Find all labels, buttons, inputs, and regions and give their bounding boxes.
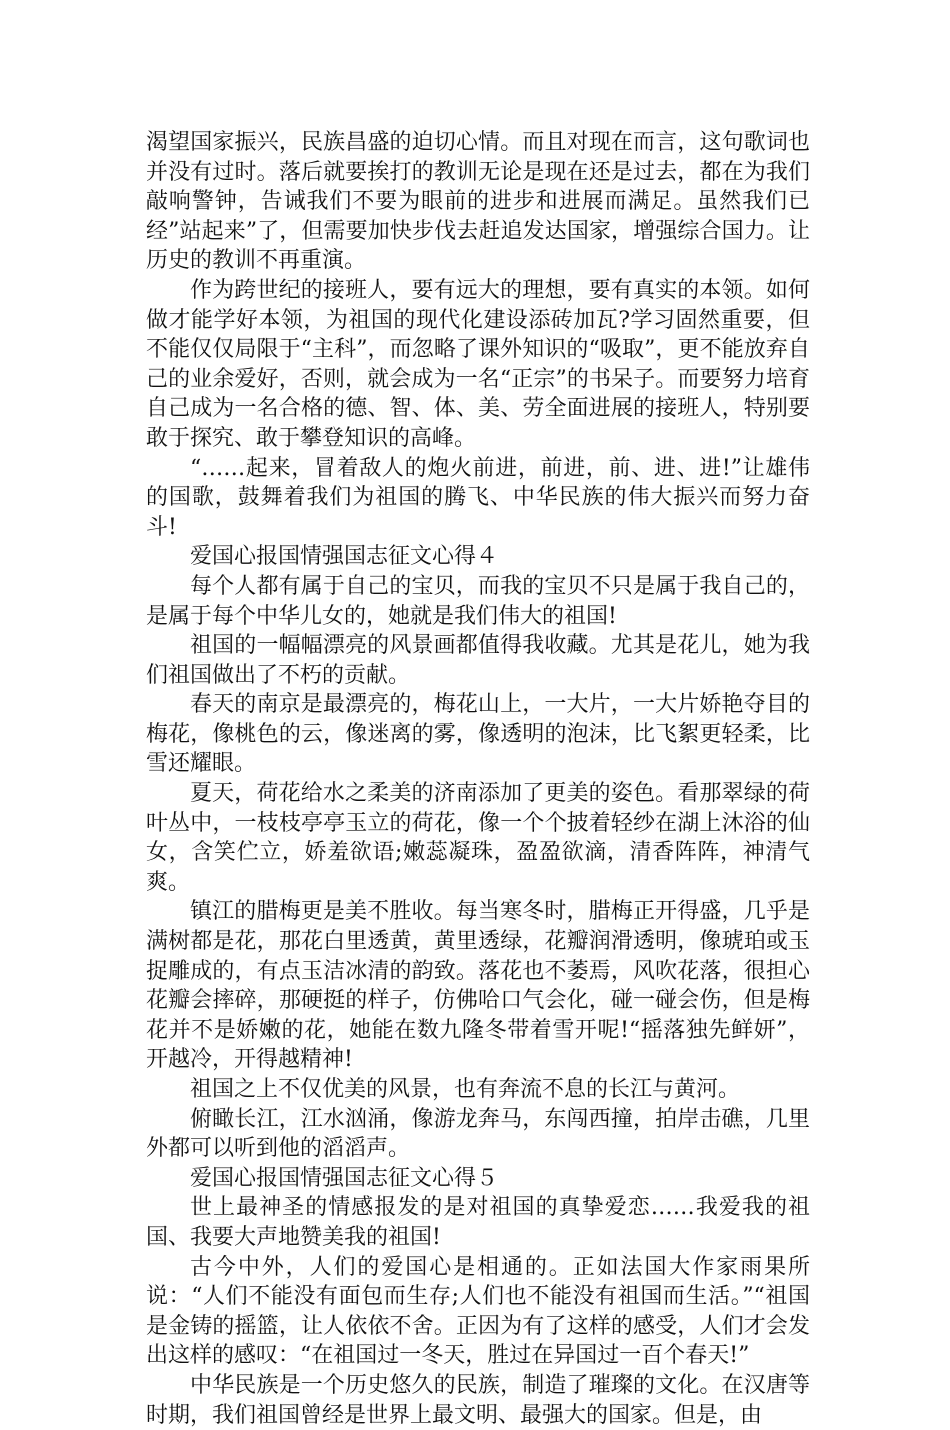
section-heading: 爱国心报国情强国志征文心得５ <box>190 1165 499 1191</box>
paragraph: 镇江的腊梅更是美不胜收。每当寒冬时，腊梅正开得盛，几乎是满树都是花，那花白里透黄，黄里透绿，花瓣润滑透明，像琥珀或玉捉雕成的，有点玉洁冰清的韵致。落花也不萎焉，风吹花落，很担心花瓣会摔碎，那硬挺的样子，仿佛哈口气会化，碰一碰会伤，但是梅花并不是娇嫩的花，她能在数九隆冬带着雪开呢!“摇落独先鲜妍”，开越冷，开得越精神! <box>146 899 810 1073</box>
section-heading: 爱国心报国情强国志征文心得４ <box>190 544 499 570</box>
paragraph: “……起来，冒着敌人的炮火前进，前进，前、进、进!”让雄伟的国歌，鼓舞着我们为祖国的腾飞、中华民族的伟大振兴而努力奋斗! <box>146 455 810 540</box>
paragraph: 祖国的一幅幅漂亮的风景画都值得我收藏。尤其是花儿，她为我们祖国做出了不朽的贡献。 <box>146 633 810 688</box>
paragraph: 古今中外，人们的爱国心是相通的。正如法国大作家雨果所说：“人们不能没有面包而生存;人们也不能没有祖国而生活。”“祖国是金铸的摇篮，让人依依不舍。正因为有了这样的感受，人们才会发出这样的感叹：“在祖国过一冬天，胜过在异国过一百个春天!” <box>146 1254 810 1369</box>
paragraph: 世上最神圣的情感报发的是对祖国的真挚爱恋……我爱我的祖国、我要大声地赞美我的祖国! <box>146 1195 810 1250</box>
paragraph: 祖国之上不仅优美的风景，也有奔流不息的长江与黄河。 <box>190 1077 741 1102</box>
document-page <box>146 128 810 1430</box>
paragraph: 春天的南京是最漂亮的，梅花山上，一大片，一大片娇艳夺目的梅花，像桃色的云，像迷离的雾，像透明的泡沫，比飞絮更轻柔，比雪还耀眼。 <box>146 692 810 777</box>
paragraph: 作为跨世纪的接班人，要有远大的理想，要有真实的本领。如何做才能学好本领，为祖国的现代化建设添砖加瓦?学习固然重要，但不能仅仅局限于“主科”，而忽略了课外知识的“吸取”，更不能放弃自己的业余爱好，否则，就会成为一名“正宗”的书呆子。而要努力培育自己成为一名合格的德、智、体、美、劳全面进展的接班人，特别要敢于探究、敢于攀登知识的高峰。 <box>146 277 810 451</box>
paragraph: 中华民族是一个历史悠久的民族，制造了璀璨的文化。在汉唐等时期，我们祖国曾经是世界上最文明、最强大的国家。但是，由 <box>146 1372 810 1428</box>
paragraph: 每个人都有属于自己的宝贝，而我的宝贝不只是属于我自己的，是属于每个中华儿女的，她就是我们伟大的祖国! <box>146 573 810 629</box>
paragraph: 渴望国家振兴，民族昌盛的迫切心情。而且对现在而言，这句歌词也并没有过时。落后就要挨打的教训无论是现在还是过去，都在为我们敲响警钟，告诫我们不要为眼前的进步和进展而满足。虽然我们已经”站起来”了，但需要加快步伐去赶追发达国家，增强综合国力。让历史的教训不再重演。 <box>146 130 810 274</box>
paragraph: 俯瞰长江，江水汹涌，像游龙奔马，东闯西撞，拍岸击礁，几里外都可以听到他的滔滔声。 <box>146 1106 810 1162</box>
paragraph: 夏天，荷花给水之柔美的济南添加了更美的姿色。看那翠绿的荷叶丛中，一枝枝亭亭玉立的荷花，像一个个披着轻纱在湖上沐浴的仙女，含笑伫立，娇羞欲语;嫩蕊凝珠，盈盈欲滴，清香阵阵，神清气爽。 <box>146 781 810 895</box>
